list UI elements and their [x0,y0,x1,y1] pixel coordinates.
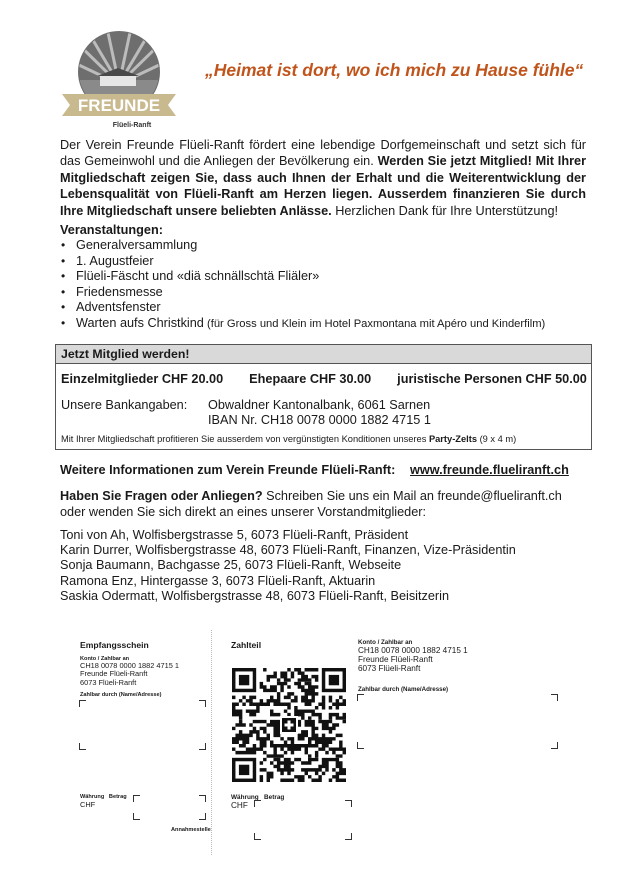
perks-end: (9 x 4 m) [477,434,517,444]
corner-mark [199,743,206,750]
account-city: 6073 Flüeli-Ranft [358,664,421,674]
perks-note [61,434,516,444]
more-info-label: Weitere Informationen zum Verein Freunde Flüeli-Ranft: [60,463,396,477]
intro-text: Der Verein Freunde Flüeli-Ranft fördert eine lebendige Dorfgemeinschaft und setzt sich für das Gemeinwohl und die Anliegen der Bevölkerung ein. [60,138,586,169]
events-title: Veranstaltungen: [60,223,163,237]
logo-subtext: Flüeli-Ranft [112,122,152,129]
website-link[interactable]: www.freunde.flueliranft.ch [410,463,569,477]
bank-iban: IBAN Nr. CH18 0078 0000 1882 4715 1 [208,413,431,427]
payment-section [212,630,352,855]
event-item: • Adventsfenster [60,300,545,316]
payment-title: Zahlteil [231,640,262,650]
fee-individual: Einzelmitglieder CHF 20.00 [61,372,224,386]
corner-mark [79,743,86,750]
corner-mark [357,694,364,701]
qr-finder-pattern [232,758,256,782]
board-member: Karin Durrer, Wolfisbergstrasse 48, 6073 Flüeli-Ranft, Finanzen, Vize-Präsidentin [60,543,516,558]
fee-legal-entity: juristische Personen CHF 50.00 [397,372,587,386]
board-members-list [60,528,516,604]
payment-currency: CHF [231,801,248,810]
events-list [60,238,545,333]
corner-mark [133,813,140,820]
event-item: • 1. Augustfeier [60,254,545,270]
corner-mark [345,833,352,840]
intro-paragraph [60,137,586,219]
event-item: • Flüeli-Fäscht und «diä schnällschtä Fliäler» [60,269,545,285]
account-label: Konto / Zahlbar an [358,639,413,646]
account-name: Freunde Flüeli-Ranft [358,655,433,665]
perks-text: Mit Ihrer Mitgliedschaft profitieren Sie ausserdem von vergünstigten Konditionen unseres [61,434,429,444]
qr-finder-pattern [232,668,256,692]
account-details [358,646,468,674]
bank-name: Obwaldner Kantonalbank, 6061 Sarnen [208,398,431,412]
acceptance-label: Annahmestelle [171,827,211,833]
receipt-account-label: Konto / Zahlbar an [80,656,130,662]
event-item: • Generalversammlung [60,238,545,254]
currency-label: Währung [231,794,259,801]
corner-mark [133,795,140,802]
receipt-name: Freunde Flüeli-Ranft [80,669,148,679]
corner-mark [199,795,206,802]
event-item: • Friedensmesse [60,285,545,301]
corner-mark [551,694,558,701]
more-info [60,463,569,477]
amount-label: Betrag [264,794,285,801]
board-member: Sonja Baumann, Bachgasse 25, 6073 Flüeli-Ranft, Webseite [60,558,402,573]
receipt-payable-label: Zahlbar durch (Name/Adresse) [80,692,162,698]
receipt-title: Empfangsschein [80,640,149,650]
corner-mark [254,833,261,840]
corner-mark [254,800,261,807]
corner-mark [357,742,364,749]
membership-box [55,344,592,450]
questions-bold: Haben Sie Fragen oder Anliegen? [60,489,263,503]
intro-bold-text: Werden Sie jetzt Mitglied! Mit Ihrer Mitgliedschaft zeigen Sie, dass auch Ihnen der Erhalt und die Weiterentwicklung der Lebensqualität von Flüeli-Ranft am Herzen liegen. Ausserdem finanzieren Sie durch Ihre Mitgliedschaft unsere beliebten Anlässe. [60,154,587,218]
questions-paragraph [60,489,580,520]
questions-text: Schreiben Sie uns ein Mail an freunde@flueliranft.ch oder wenden Sie sich direkt an eines unserer Vorstandmitglieder: [60,489,562,519]
corner-mark [199,700,206,707]
fee-couple: Ehepaare CHF 30.00 [249,372,372,386]
bank-label: Unsere Bankangaben: [61,398,188,412]
amount-label: Betrag [108,794,127,800]
slogan: „Heimat ist dort, wo ich mich zu Hause fühle“ [205,60,584,80]
currency-label: Währung [80,794,105,800]
board-member: Saskia Odermatt, Wolfisbergstrasse 48, 6073 Flüeli-Ranft, Beisitzerin [60,588,450,603]
receipt-account [80,662,179,687]
intro-thanks: Herzlichen Dank für Ihre Unterstützung! [331,203,559,218]
membership-heading: Jetzt Mitglied werden! [56,345,591,364]
qr-finder-pattern [322,668,346,692]
logo-text: FREUNDE [77,96,161,115]
account-section [355,630,575,855]
board-member: Ramona Enz, Hintergasse 3, 6073 Flüeli-Ranft, Aktuarin [60,573,376,588]
perks-bold: Party-Zelts [428,434,477,444]
swiss-cross-icon [280,716,298,734]
receipt-section [55,630,210,855]
corner-mark [199,813,206,820]
account-iban: CH18 0078 0000 1882 4715 1 [358,646,468,655]
membership-fees [61,372,613,386]
board-member: Toni von Ah, Wolfisbergstrasse 5, 6073 Flüeli-Ranft, Präsident [60,528,409,542]
account-payable-label: Zahlbar durch (Name/Adresse) [358,686,449,693]
event-item-christkind [60,316,545,333]
corner-mark [345,800,352,807]
receipt-iban: CH18 0078 0000 1882 4715 1 [80,661,180,670]
receipt-city: 6073 Flüeli-Ranft [80,677,137,687]
receipt-currency: CHF [80,800,96,809]
bank-details [208,398,431,428]
payment-slip [55,630,575,855]
event-item-label: Warten aufs Christkind [76,315,204,330]
corner-mark [551,742,558,749]
qr-code [232,668,346,782]
qr-code-graphic [232,668,346,782]
corner-mark [79,700,86,707]
freunde-logo [62,28,176,132]
event-item-note: (für Gross und Klein im Hotel Paxmontana mit Apéro und Kinderfilm) [203,317,546,330]
